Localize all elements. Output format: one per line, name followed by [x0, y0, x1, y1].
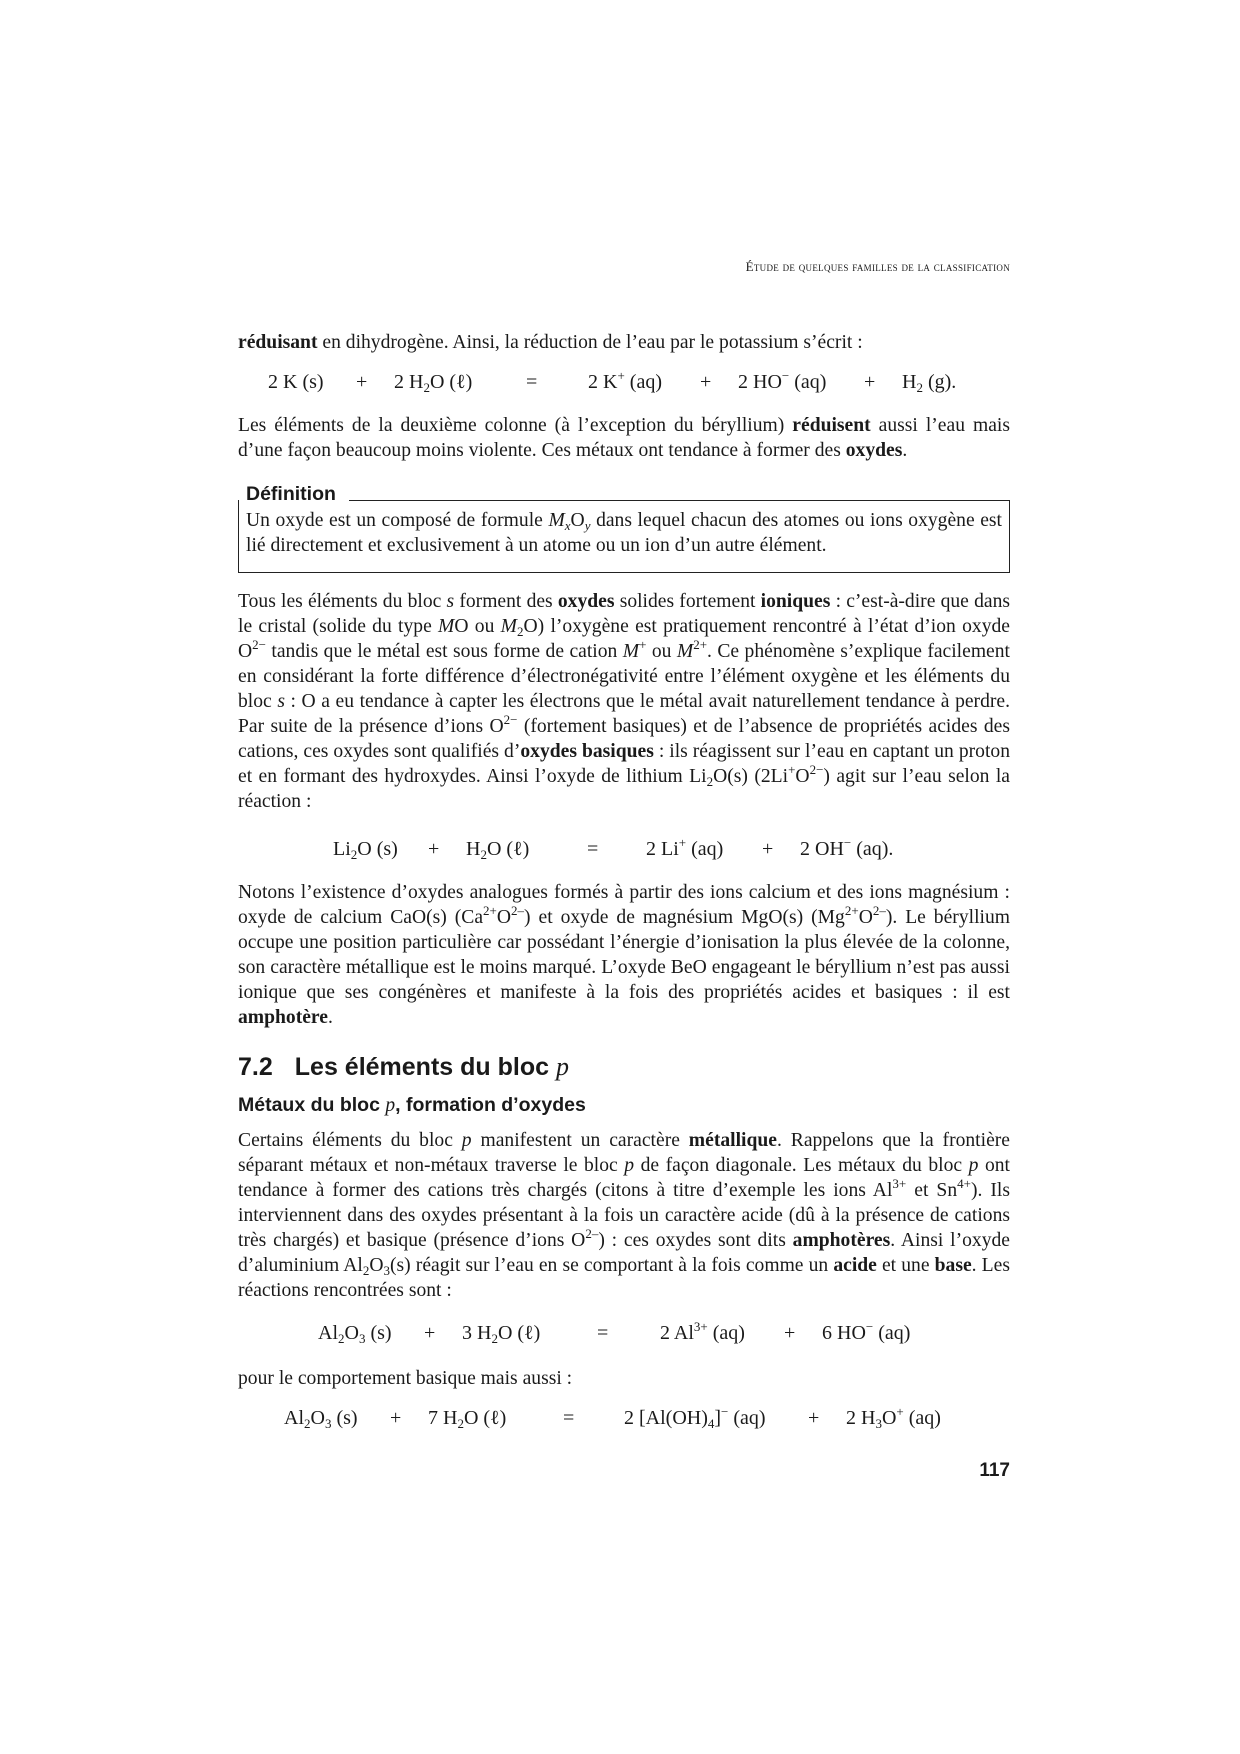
paragraph-notons: Notons l’existence d’oxydes analogues formés à partir des ions calcium et des ions magnésium : oxyde de calcium CaO(s) $(Ca^{2+}O^{2-})$ et oxyde de magnésium MgO(s) $(Mg^{2+}O^{2-})$. Le béryllium occupe une position particulière car possédant l’énergie d’ionisation la plus élevée de la colonne, son caractère métallique est le moins marqué. L’oxyde BeO engageant le béryllium n’est pas aussi ionique que ses congénères et manifeste à la fois des propriétés acides et basiques : il est amphotère.: [238, 882, 1010, 1028]
definition-text: Un oxyde est un composé de formule $M_xO_y$ dans lequel chacun des atomes ou ions oxygène est lié directement et exclusivement à un atome ou un ion d’un autre élément.: [246, 510, 1003, 556]
running-head: Étude de quelques familles de la classification: [745, 259, 1010, 274]
equation-alumina-basic: $Al_2O_3$ (s) + 3 $H_2O$ (ℓ) = 2 $Al^{3+}$ (aq) + 6 HO− (aq): [318, 1319, 911, 1346]
paragraph-bloc-s: Tous les éléments du bloc s forment des oxydes solides fortement ioniques : c’est-à-dire que dans le cristal (solide du type MO ou $M_2O$) l’oxygène est pratiquement rencontré à l’état d’ion oxyde $O^{2-}$ tandis que le métal est sous forme de cation M+ ou $M^{2+}$. Ce phénomène s’explique facilement en considérant la forte différence d’électronégativité entre l’élément oxygène et les éléments du bloc s : O a eu tendance à capter les électrons que le métal avait naturellement tendance à perdre. Par suite de la présence d’ions $O^{2-}$ (fortement basiques) et de l’absence de propriétés acides des cations, ces oxydes sont qualifiés d’oxydes basiques : ils réagissent sur l’eau en captant un proton et en formant des hydroxydes. Ainsi l’oxyde de lithium $Li_2O(s)$ $(2Li^+O^{2-})$ agit sur l’eau selon la réaction :: [238, 591, 1011, 812]
paragraph-intro: réduisant en dihydrogène. Ainsi, la réduction de l’eau par le potassium s’écrit :: [238, 332, 863, 353]
equation-alumina-acid: $Al_2O_3$ (s) + 7 $H_2O$ (ℓ) = 2 $[Al(OH)_4]^-$ (aq) + 2 $H_3O^+$ (aq): [284, 1404, 941, 1431]
subsection-heading: Métaux du bloc p, formation d’oxydes: [238, 1094, 586, 1116]
definition-top-rule: [349, 500, 1010, 501]
page-number: 117: [979, 1460, 1010, 1481]
paragraph-second-column: Les éléments de la deuxième colonne (à l’exception du béryllium) réduisent aussi l’eau mais d’une façon beaucoup moins violente. Ces métaux ont tendance à former des oxydes.: [238, 415, 1010, 461]
definition-title: Définition: [246, 483, 344, 506]
equation-potassium-water: 2 K (s) + 2 $H_2O$ (ℓ) = 2 K+ (aq) + 2 HO− (aq) + $H_2$ (g).: [268, 368, 957, 395]
definition-box: [238, 500, 1010, 573]
section-heading: 7.2 Les éléments du bloc p: [238, 1052, 569, 1081]
paragraph-bloc-p: Certains éléments du bloc p manifestent un caractère métallique. Rappelons que la frontière séparant métaux et non-métaux traverse le bloc p de façon diagonale. Les métaux du bloc p ont tendance à former des cations très chargés (citons à titre d’exemple les ions $Al^{3+}$ et $Sn^{4+}$). Ils interviennent dans des oxydes présentant à la fois un caractère acide (dû à la présence de cations très chargés) et basique (présence d’ions $O^{2-}$) : ces oxydes sont dits amphotères. Ainsi l’oxyde d’aluminium $Al_2O_3(s)$ réagit sur l’eau en se comportant à la fois comme un acide et une base. Les réactions rencontrées sont :: [238, 1130, 1010, 1301]
paragraph-comportement-basique: pour le comportement basique mais aussi :: [238, 1368, 573, 1389]
equation-lithium-oxide: $Li_2O$ (s) + $H_2O$ (ℓ) = 2 Li+ (aq) + 2 OH− (aq).: [333, 835, 894, 862]
